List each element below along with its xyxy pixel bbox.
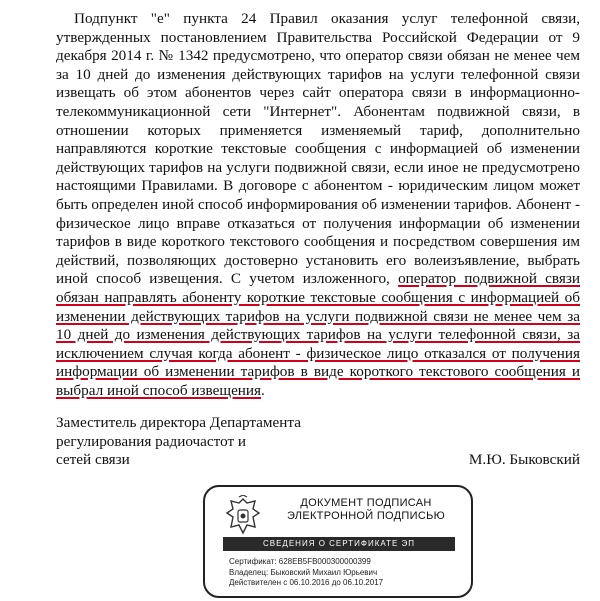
stamp-title: ДОКУМЕНТ ПОДПИСАН ЭЛЕКТРОННОЙ ПОДПИСЬЮ	[286, 497, 446, 522]
signer-position-line1: Заместитель директора Департамента	[56, 414, 301, 431]
electronic-signature-stamp	[203, 485, 473, 598]
certificate-info-bar: СВЕДЕНИЯ О СЕРТИФИКАТЕ ЭП	[223, 537, 455, 551]
paragraph-text: Подпункт "е" пункта 24 Правил оказания услуг телефонной связи, утвержденных постановлением Правительства Российской Федерации от 9 декабря 2014 г. № 1342 предусмотрено, что оператор связи обязан не менее чем за 10 дней до изменения действующих тарифов на услуги телефонной связи извещать об этом абонентов через сайт оператора связи в информационно-телекоммуникационной сети "Интернет". Абонентам подвижной связи, в отношении которых применяется изменяемый тариф, дополнительно направляются короткие текстовые сообщения с информацией об изменении действующих тарифов на услуги подвижной связи, если иное не предусмотрено настоящими Правилами. В договоре с абонентом - юридическим лицом может быть определен иной способ информирования об изменении тарифов. Абонент - физическое лицо вправе отказаться от получения информации об изменении тарифов в виде короткого текстового сообщения и посредством совершения им действий, позволяющих достоверно установить его волеизъявление, выбрать иной способ извещения. С учетом изложенного,	[56, 10, 580, 288]
paragraph-end: .	[261, 381, 265, 399]
signature-block	[56, 414, 580, 470]
coat-of-arms-icon	[225, 495, 261, 539]
certificate-details	[229, 557, 459, 589]
signer-position-line3: сетей связи	[56, 451, 130, 469]
signer-position-line2: регулирования радиочастот и	[56, 432, 247, 450]
certificate-owner: Владелец: Быковский Михаил Юрьевич	[229, 567, 378, 577]
document-body	[56, 10, 580, 400]
highlighted-conclusion: оператор подвижной связи обязан направлять абоненту короткие текстовые сообщения с информацией об изменении действующих тарифов на услуги подвижной связи не менее чем за 10 дней до изменения действующих тарифов на услуги телефонной связи, за исключением случая когда абонент - физическое лицо отказался от получения информации об изменении тарифов в виде короткого текстового сообщения и выбрал иной способ извещения	[56, 270, 580, 399]
paragraph-main	[56, 10, 580, 400]
signer-name: М.Ю. Быковский	[468, 451, 580, 468]
certificate-number: Сертификат: 628EB5FB000300000399	[229, 557, 371, 566]
certificate-validity: Действителен с 06.10.2016 до 06.10.2017	[229, 578, 384, 587]
